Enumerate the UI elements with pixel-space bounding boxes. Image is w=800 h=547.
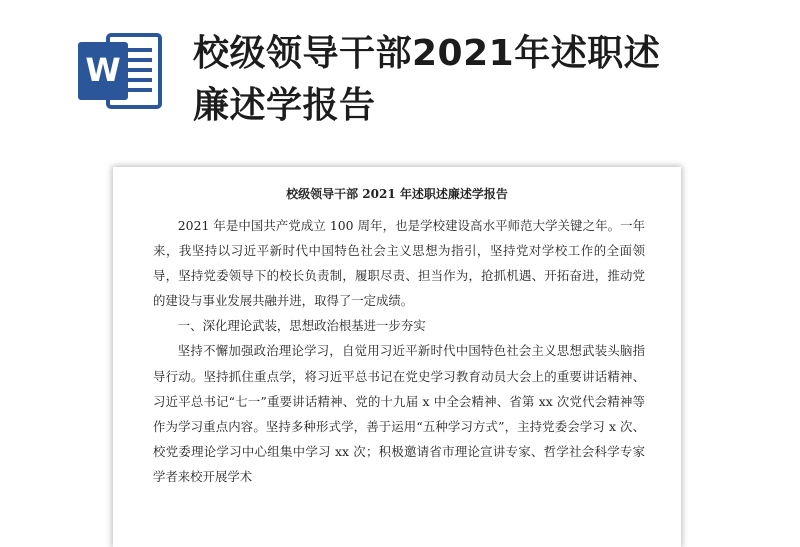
section-heading: 一、深化理论武装，思想政治根基进一步夯实 [177,318,426,334]
body-text [153,213,645,489]
page-heading: 校级领导干部 2021 年述职述廉述学报告 [286,187,508,201]
header [0,0,800,150]
svg-text:W: W [85,51,121,89]
word-document-icon [78,33,164,109]
document-title: 校级领导干部2021年述职述廉述学报告 [193,33,661,126]
paragraph: 坚持不懈加强政治理论学习，自觉用习近平新时代中国特色社会主义思想武装头脑指导行动。坚持抓住重点学，将习近平总书记在党史学习教育动员大会上的重要讲话精神、习近平总书记“七一”重要讲话精神、党的十九届 x 中全会精神、省第 xx 次党代会精神等作为学习重点内容。坚持多种形式学，善于运用“五种学习方式”，主持党委会学习 x 次、校党委理论学习中心组集中学习 xx 次；积极邀请省市理论宣讲专家、哲学社会科学专家学者来校开展学术 [153,343,645,484]
document-page [113,167,681,527]
paragraph: 2021 年是中国共产党成立 100 周年，也是学校建设高水平师范大学关键之年。一年来，我坚持以习近平新时代中国特色社会主义思想为指引，坚持党对学校工作的全面领导，坚持党委领导下的校长负责制，履职尽责、担当作为，抢抓机遇、开拓奋进，推动党的建设与事业发展共融并进，取得了一定成绩。 [153,218,645,309]
